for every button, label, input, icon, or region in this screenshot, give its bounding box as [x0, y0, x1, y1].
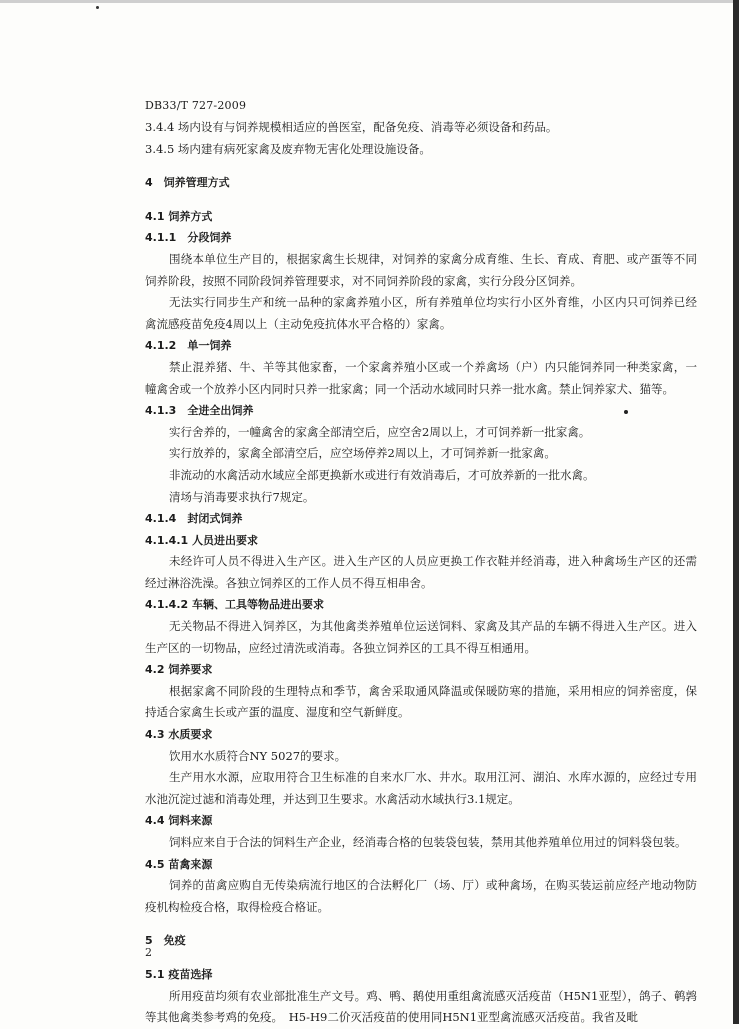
body-paragraph: 生产用水水源，应取用符合卫生标准的自来水厂水、井水。取用江河、湖泊、水库水源的，应经过专用水池沉淀过滤和消毒处理，并达到卫生要求。水禽活动水域执行3.1规定。: [145, 770, 697, 806]
document-body: [145, 117, 697, 1029]
body-paragraph: 饲养的苗禽应购自无传染病流行地区的合法孵化厂（场、厅）或种禽场，在购买装运前应经产地动物防疫机构检疫合格，取得检疫合格证。: [145, 878, 697, 914]
scan-edge-right: [733, 0, 739, 1024]
body-paragraph: 围绕本单位生产目的，根据家禽生长规律，对饲养的家禽分成育维、生长、育成、育肥、或产蛋等不同饲养阶段，按照不同阶段饲养管理要求，对不同饲养阶段的家禽，实行分段分区饲养。: [145, 251, 697, 288]
page-number: 2: [145, 946, 152, 959]
scan-edge-top: [0, 0, 739, 3]
section-gap: [145, 918, 697, 930]
body-paragraph: 无关物品不得进入饲养区，为其他禽类养殖单位运送饲料、家禽及其产品的车辆不得进入生产区。进入生产区的一切物品，应经过清洗或消毒。各独立饲养区的工具不得互相通用。: [145, 619, 697, 655]
body-paragraph: 饲料应来自于合法的饲料生产企业，经消毒合格的包装袋包装，禁用其他养殖单位用过的饲料袋包装。: [169, 835, 687, 849]
section-heading: 4 饲养管理方式: [145, 176, 230, 190]
body-paragraph: 非流动的水禽活动水域应全部更换新水或进行有效消毒后，才可放养新的一批水禽。: [169, 467, 595, 482]
section-heading: 4.3 水质要求: [145, 728, 213, 742]
section-heading: 4.1.1 分段饲养: [145, 231, 232, 245]
section-heading: 4.1 饲养方式: [145, 209, 213, 223]
body-paragraph: 未经许可人员不得进入生产区。进入生产区的人员应更换工作衣鞋并经消毒，进入种禽场生产区的还需经过淋浴洗澡。各独立饲养区的工作人员不得互相串舍。: [145, 554, 697, 590]
section-heading: 4.5 苗禽来源: [145, 857, 213, 871]
body-paragraph: 实行放养的，家禽全部清空后，应空场停养2周以上，才可饲养新一批家禽。: [169, 446, 556, 461]
body-paragraph: 清场与消毒要求执行7规定。: [169, 489, 315, 504]
scan-speck: [96, 6, 99, 9]
clause-line: 3.4.4 场内设有与饲养规模相适应的兽医室，配备免疫、消毒等必须设备和药品。: [145, 120, 558, 134]
section-heading: 4.1.2 单一饲养: [145, 339, 232, 353]
section-heading: 4.1.4.2 车辆、工具等物品进出要求: [145, 598, 324, 612]
body-paragraph: 无法实行同步生产和统一品种的家禽养殖小区，所有养殖单位均实行小区外育维，小区内只可饲养已经禽流感疫苗免疫4周以上（主动免疫抗体水平合格的）家禽。: [145, 295, 697, 331]
section-gap: [145, 160, 697, 172]
section-heading: 4.1.3 全进全出饲养: [145, 404, 254, 418]
body-paragraph: 饮用水水质符合NY 5027的要求。: [169, 748, 347, 763]
clause-line: 3.4.5 场内建有病死家禽及废弃物无害化处理设施设备。: [145, 141, 431, 156]
section-heading: 4.1.4 封闭式饲养: [145, 512, 243, 526]
body-paragraph: 实行舍养的，一幢禽舍的家禽全部清空后，应空舍2周以上，才可饲养新一批家禽。: [169, 424, 591, 439]
section-gap: [145, 194, 697, 206]
section-heading: 4.4 饲料来源: [145, 814, 213, 828]
section-gap: [145, 952, 697, 964]
section-heading: 4.2 饲养要求: [145, 663, 213, 677]
section-heading: 4.1.4.1 人员进出要求: [145, 533, 258, 547]
section-heading: 5 免疫: [145, 934, 186, 948]
section-heading: 5.1 疫苗选择: [145, 967, 213, 981]
body-paragraph: 禁止混养猪、牛、羊等其他家畜，一个家禽养殖小区或一个养禽场（户）内只能饲养同一种类家禽，一幢禽舍或一个放养小区内同时只养一批家禽；同一个活动水域同时只养一批水禽。禁止饲养家犬、猫等。: [145, 359, 697, 396]
body-paragraph: 根据家禽不同阶段的生理特点和季节，禽舍采取通风降温或保暖防寒的措施，采用相应的饲养密度，保持适合家禽生长或产蛋的温度、湿度和空气新鲜度。: [145, 683, 697, 720]
body-paragraph: 所用疫苗均须有农业部批准生产文号。鸡、鸭、鹅使用重组禽流感灭活疫苗（H5N1亚型），鸽子、鹌鹑等其他禽类参考鸡的免疫。 H5-H9二价灭活疫苗的使用同H5N1亚型禽流感灭活疫苗。我省及毗: [145, 988, 697, 1025]
standard-number: DB33/T 727-2009: [145, 99, 247, 112]
